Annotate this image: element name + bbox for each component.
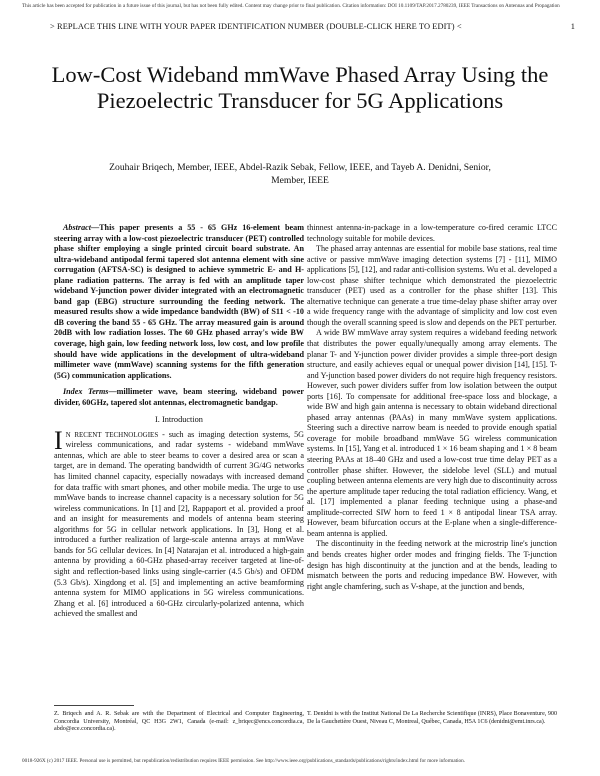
footnote-left: Z. Briqech and A. R. Sebak are with the Department of Electrical and Computer Engineering, Concordia University, Montréal, QC H3G 2W1, Canada (e-mail: z_briqec@encs.concordia.ca, abdo@ece.concordia.ca). — [54, 711, 304, 733]
left-column — [54, 223, 304, 620]
intro-paragraph-2: The phased array antennas are essential for mobile base stations, real time active or passive mmWave imaging detection systems [7] - [11], MIMO applications [5], [12], and radar anti-collision systems. Wu et al. developed a low-cost phase shifter technique which demonstrated the piezoelectric transducer (PET) used as a controller for the phase shifter [13]. This alternative technique can generate a true time-delay phase shifter array over a wide frequency range with the advantage of simplicity and low cost even though the overall scanning speed is slow and depends on the PET perturber. — [307, 244, 557, 327]
intro-first-words: N RECENT TECHNOLOGIES — [65, 430, 159, 439]
header-replace-text: > REPLACE THIS LINE WITH YOUR PAPER IDENTIFICATION NUMBER (DOUBLE-CLICK HERE TO EDIT) < — [50, 22, 462, 31]
footnote-right: T. Denidni is with the Institut National De La Recherche Scientifique (INRS), Place Bonaventure, 900 De la Gauchetière Ouest, Niveau C, Montreal, Québec, Canada, H5A 1C6 (denidni@emt.inrs.ca). — [307, 711, 557, 725]
copyright-notice: 0018-926X (c) 2017 IEEE. Personal use is permitted, but republication/redistribution requires IEEE permission. See http://www.ieee.org/publications_standards/publications/rights/index.html for more information. — [22, 758, 466, 764]
index-terms-label: Index Terms — [63, 387, 109, 397]
page-number: 1 — [570, 22, 575, 31]
author-list: Zouhair Briqech, Member, IEEE, Abdel-Razik Sebak, Fellow, IEEE, and Tayeb A. Denidni, Senior, Member, IEEE — [109, 162, 491, 186]
intro-paragraph-1 — [54, 425, 305, 620]
paper-title: Low-Cost Wideband mmWave Phased Array Using the Piezoelectric Transducer for 5G Applications — [51, 62, 549, 113]
drop-cap: I — [54, 425, 63, 455]
journal-notice: This article has been accepted for publication in a future issue of this journal, but has not been fully edited. Content may change prior to final publication. Citation information: DOI 10.1109/TAP.2017.2780239, IEEE Transactions on Antennas and Propagation — [22, 3, 560, 9]
section-heading-introduction: I. Introduction — [155, 415, 203, 425]
abstract-text: —This paper presents a 55 - 65 GHz 16-element beam steering array with a low-cost piezoelectric transducer (PET) controlled phase shifter employing a single printed circuit board substrate. An ultra-wideband antipodal fermi tapered slot antenna element with sine corrugation (AFTSA-SC) is designed to achieve symmetric E- and H-plane radiation patterns. The array is fed with an amplitude taper wideband Y-junction power divider integrated with an electromagnetic band gap (EBG) structure surrounding the feeding network. The measured results show a wide impedance bandwidth (BW) of S11 < -10 dB covering the band 55 - 65 GHz. The array measured gain is around 20dB with low radiation losses. The 60 GHz phased array's wide BW coverage, high gain, low feeding network loss, low cost, and low profile should have wide applications in the development of ultra-wideband millimeter wave (mmWave) scanning systems for the fifth generation (5G) communication applications. — [54, 223, 304, 380]
index-terms-text: —millimeter wave, beam steering, wideband power divider, 60GHz, tapered slot antennas, electromagnetic bandgap. — [54, 387, 304, 407]
intro-paragraph-1-continued: thinnest antenna-in-package in a low-temperature co-fired ceramic LTCC technology suitable for mobile devices. — [307, 223, 557, 243]
running-header[interactable] — [50, 22, 575, 31]
intro-paragraph-4: The discontinuity in the feeding network at the microstrip line's junction and bends creates higher order modes and fringing fields. The T-junction design has high discontinuity at the junction and at the bends, leading to mismatch between the ports and reducing impedance BW. However, with right angle chamfering, such as V-shape, at the junction and bends, — [307, 539, 557, 591]
intro-paragraph-1-text: - such as imaging detection systems, 5G wireless communications, and radar systems - wideband mmWave antennas, which are able to steer beams to cover a desired area or scan a target, are in demand. The operating bandwidth of current 3G/4G networks has limited channel capacity, especially nowadays with increased demand for data traffic with smart phones, and other mobile media. The urge to use mmWave bands to increase channel capacity is a necessary solution for 5G wireless communications. In [1] and [2], Rappaport et al. provided a proof and an insight for measurements and models of antenna beam steering algorithms for 5G in cellular network applications. In [3], Hong et al. introduced a further realization of large-scale antenna arrays at mmWave bands for 5G cellular devices. In [4] Natarajan et al. introduced a high-gain antenna by providing a 60-GHz phased-array receiver targeted at line-of-sight and reflection-based links using single-carrier (4.5 Gb/s) and OFDM (5.3 Gb/s). Xingdong et al. [5] and implementing an active beamforming antenna system for MIMO applications in 5G wireless communications. Zhang et al. [6] introduced a 60-GHz circularly-polarized antenna, which achieved the smallest and — [54, 429, 305, 619]
right-column — [307, 223, 557, 592]
footnote-rule-left — [54, 705, 134, 706]
intro-paragraph-3: A wide BW mmWave array system requires a wideband feeding network that distributes the power equally/unequally among array elements. The planar T- and Y-junction power divider provides a simple three-port design structure, and easily achieves equal or unequal power division [14], [15]. T- and Y-junction based power dividers do not require high frequency resistors. However, such power dividers suffer from low isolation between the output ports [16]. To compensate for additional free-space loss and blockage, a wide BW and high gain antenna is necessary to obtain wideband directional phased array antennas (PAAs) in many mmWave system applications. Steering such a directive narrow beam is needed to provide enough spatial coverage for mobile broadband mmWave 5G wireless communication systems. In [15], Yang et al. introduced 1 × 16 beam shaping and 1 × 8 beam steering PAAs at 18–40 GHz and used a low-cost true time delay PET as a controller phase shifter. However, the sidelobe level (SLL) and mutual coupling between antenna elements are very high due to discontinuity across the aperture amplitude taper reducing the total radiation efficiency. Wang, et al. [17] implemented a planar feeding technique using a phase-and amplitude-corrected SIW horn to feed 1 × 8 antipodal linear TSA array. However, beam bifurcation occurs at the E-plane when a single-difference-beam antenna is applied. — [307, 328, 557, 538]
index-terms — [54, 387, 304, 408]
abstract-label: Abstract — [63, 223, 91, 232]
abstract — [54, 223, 304, 381]
